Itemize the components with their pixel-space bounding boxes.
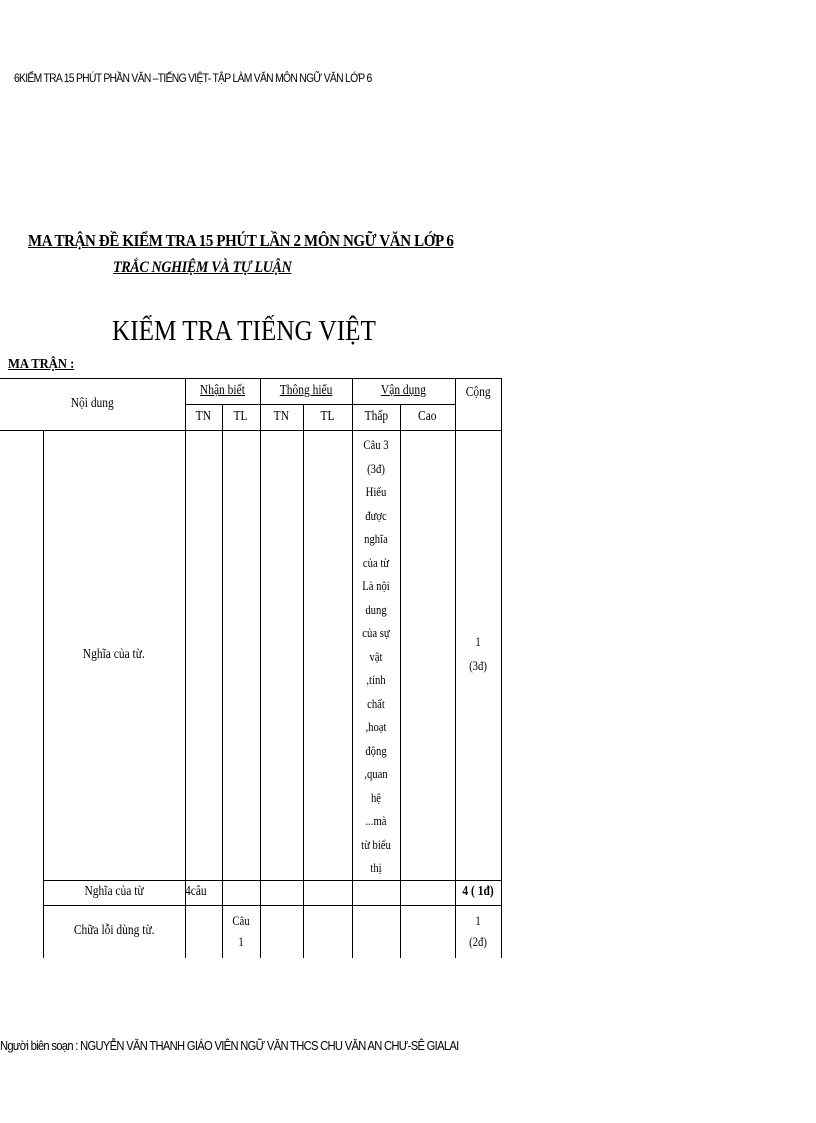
row3-total-score: (2đ) [469, 934, 487, 949]
header-tl2 [303, 404, 352, 430]
row1-low-line: vật [369, 648, 383, 664]
row3-tl-line2: 1 [238, 934, 244, 949]
header-total-text: Cộng [465, 384, 491, 400]
header-tl1 [222, 404, 260, 430]
row1-low-line: Là nội [362, 578, 390, 593]
header-understand-text: Thông hiểu [279, 382, 333, 398]
header-tl1-text: TL [233, 408, 249, 424]
row1-low-line: động [365, 742, 387, 758]
header-tn1-text: TN [195, 408, 212, 424]
row1-low-line: ,tính [366, 672, 386, 687]
table-border-right [501, 378, 502, 958]
row1-low-line: từ biểu [361, 836, 391, 852]
row2-content-text: Nghĩa của từ [84, 884, 144, 900]
row1-low-line: được [365, 507, 387, 523]
row1-low-cell [356, 433, 395, 880]
row3-tl [225, 910, 256, 952]
row2-tn-text: 4câu [185, 884, 207, 900]
row2-content [43, 880, 185, 905]
author-footer: Người biên soạn : NGUYỄN VĂN THANH GIÁO VIÊN NGỮ VĂN THCS CHU VĂN AN CHƯ-SÊ GIALAI [0, 1038, 459, 1053]
header-apply-text: Vận dụng [381, 382, 426, 398]
table-col-line [352, 378, 353, 958]
header-content-text: Nội dung [70, 395, 115, 411]
header-apply [352, 378, 455, 404]
table-col-line [455, 378, 456, 958]
row3-tl-line1: Câu [232, 913, 250, 928]
page-header: 6KIỂM TRA 15 PHÚT PHẦN VĂN –TIẾNG VIỆT- TẬP LÀM VĂN MÔN NGỮ VĂN LỚP 6 [14, 71, 372, 85]
row1-low-line: ,hoạt [365, 719, 387, 734]
row1-low-line: của từ [362, 554, 390, 570]
row1-low-line: của sự [362, 625, 390, 640]
row1-total-score: (3đ) [469, 657, 487, 673]
header-tn2-text: TN [273, 408, 290, 424]
header-high-text: Cao [418, 408, 437, 424]
header-tn1 [185, 404, 222, 430]
header-tn2 [260, 404, 303, 430]
row2-tn [185, 880, 222, 905]
row1-low-line: ...mà [365, 813, 387, 828]
table-col-line [303, 404, 304, 958]
row1-content [43, 430, 185, 880]
row1-low-line: chất [367, 695, 385, 711]
header-high [400, 404, 455, 430]
header-recognize-text: Nhận biết [200, 382, 245, 398]
table-col-line [185, 378, 186, 958]
row2-total [455, 880, 501, 905]
header-low-text: Thấp [364, 408, 388, 424]
table-col-line [400, 404, 401, 958]
row1-low-line: thị [370, 860, 382, 875]
row1-low-line: Hiểu [365, 484, 387, 499]
matrix-subtitle: TRẮC NGHIỆM VÀ TỰ LUẬN [113, 259, 292, 276]
row1-total-count: 1 [475, 634, 481, 649]
row3-total-count: 1 [475, 913, 481, 928]
row1-low-line: dung [365, 601, 387, 617]
row3-content-text: Chữa lỗi dùng từ. [73, 923, 155, 939]
table-col-line [222, 404, 223, 958]
row1-low-line: (3đ) [367, 460, 385, 476]
row3-content [43, 905, 185, 958]
header-understand [260, 378, 352, 404]
row1-low-line: ,quan [364, 766, 388, 781]
matrix-label: MA TRẬN : [8, 357, 75, 372]
header-recognize [185, 378, 260, 404]
row1-low-line: hệ [370, 789, 382, 805]
header-low [352, 404, 400, 430]
matrix-title: MA TRẬN ĐỀ KIỂM TRA 15 PHÚT LẦN 2 MÔN NGỮ VĂN LỚP 6 [28, 231, 454, 250]
row2-total-text: 4 ( 1đ) [462, 884, 494, 900]
row1-low-line: nghĩa [364, 531, 388, 546]
row1-content-text: Nghĩa của từ. [82, 646, 146, 662]
row1-total-cell [459, 630, 497, 677]
table-col-line [260, 378, 261, 958]
section-title: KIỂM TRA TIẾNG VIỆT [112, 316, 376, 347]
header-tl2-text: TL [320, 408, 335, 424]
header-total [455, 378, 501, 408]
header-content [0, 378, 185, 430]
row3-total [459, 910, 497, 952]
row1-low-line: Câu 3 [363, 437, 389, 452]
